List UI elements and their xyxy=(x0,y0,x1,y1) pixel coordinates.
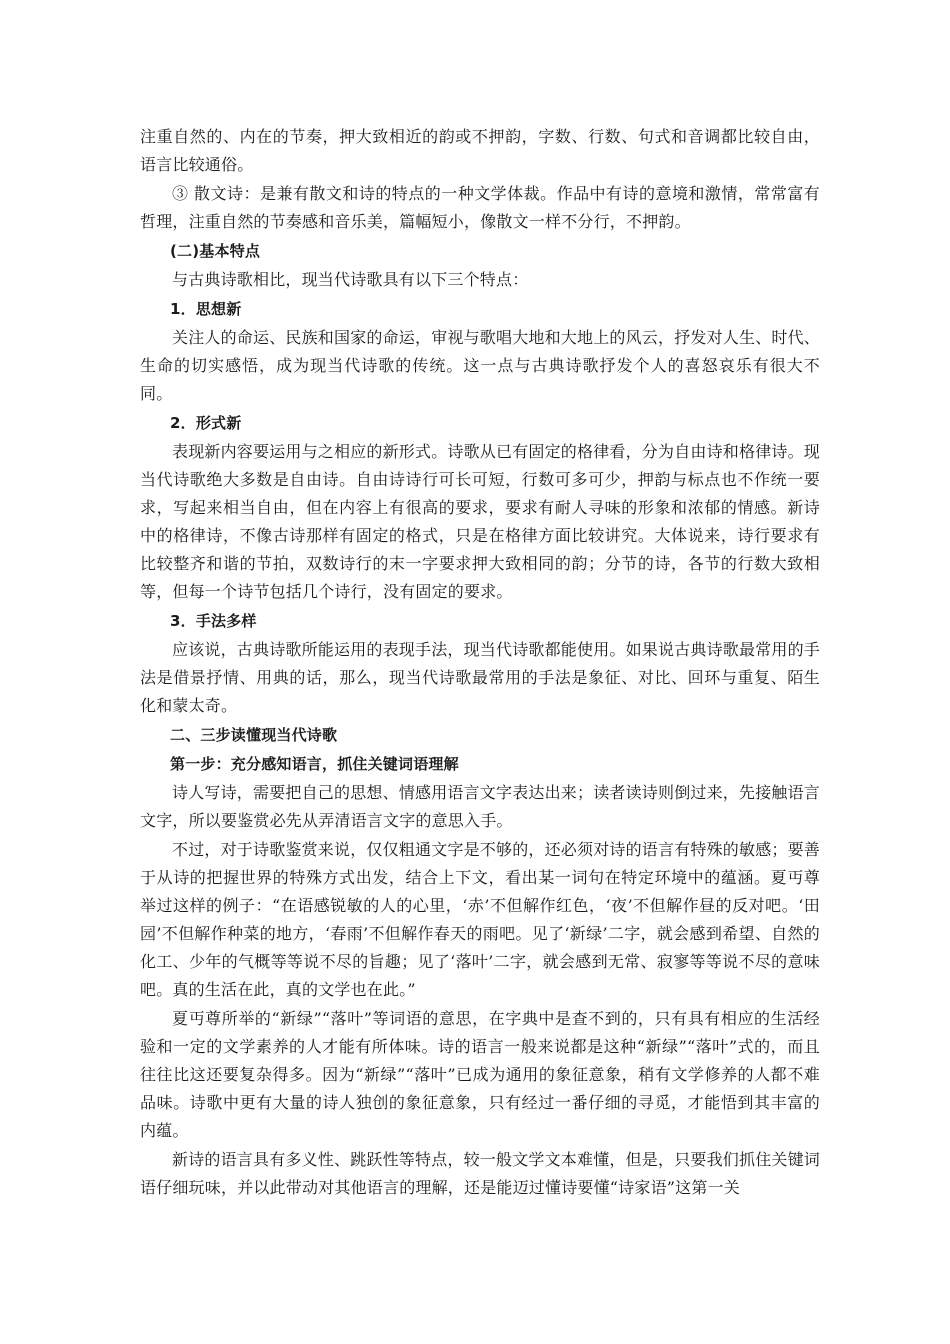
paragraph-intro-features: 与古典诗歌相比，现当代诗歌具有以下三个特点： xyxy=(172,270,529,289)
paragraph-step-one-intro: 诗人写诗，需要把自己的思想、情感用语言文字表达出来；读者读诗则倒过来，先接触语言文字，所以要鉴赏必先从弄清语言文字的意思入手。 xyxy=(140,783,821,830)
paragraph-diverse-techniques: 应该说，古典诗歌所能运用的表现手法，现当代诗歌都能使用。如果说古典诗歌最常用的手法是借景抒情、用典的话，那么，现当代诗歌最常用的手法是象征、对比、回环与重复、陌生化和蒙太奇。 xyxy=(140,640,821,715)
paragraph-continuation: 注重自然的、内在的节奏，押大致相近的韵或不押韵，字数、行数、句式和音调都比较自由，语言比较通俗。 xyxy=(140,127,820,174)
paragraph-new-poetry-language: 新诗的语言具有多义性、跳跃性等特点，较一般文学文本难懂，但是，只要我们抓住关键词语仔细玩味，并以此带动对其他语言的理解，还是能迈过懂诗要懂“诗家语”这第一关 xyxy=(140,1150,821,1197)
subheading-diverse-techniques: 3．手法多样 xyxy=(170,612,257,630)
paragraph-new-form: 表现新内容要运用与之相应的新形式。诗歌从已有固定的格律看，分为自由诗和格律诗。现当代诗歌绝大多数是自由诗。自由诗诗行可长可短，行数可多可少，押韵与标点也不作统一要求，写起来相当自由，但在内容上有很高的要求，要求有耐人寻味的形象和浓郁的情感。新诗中的格律诗，不像古诗那样有固定的格式，只是在格律方面比较讲究。大体说来，诗行要求有比较整齐和谐的节拍，双数诗行的末一字要求押大致相同的韵；分节的诗，各节的行数大致相等，但每一个诗节包括几个诗行，没有固定的要求。 xyxy=(140,442,821,601)
section-heading-three-steps: 二、三步读懂现当代诗歌 xyxy=(170,726,338,744)
paragraph-new-thought: 关注人的命运、民族和国家的命运，审视与歌唱大地和大地上的风云，抒发对人生、时代、生命的切实感悟，成为现当代诗歌的传统。这一点与古典诗歌抒发个人的喜怒哀乐有很大不同。 xyxy=(140,328,821,403)
subheading-new-thought: 1．思想新 xyxy=(170,300,242,318)
subheading-new-form: 2．形式新 xyxy=(170,414,242,432)
document-page xyxy=(140,123,820,1203)
section-heading-basic-features: (二)基本特点 xyxy=(170,242,261,260)
paragraph-prose-poem: ③ 散文诗：是兼有散文和诗的特点的一种文学体裁。作品中有诗的意境和激情，常常富有哲理，注重自然的节奏感和音乐美，篇幅短小，像散文一样不分行，不押韵。 xyxy=(140,184,820,231)
step-one-heading: 第一步：充分感知语言，抓住关键词语理解 xyxy=(170,755,459,773)
paragraph-xin-lv-luo-ye: 夏丏尊所举的“新绿”“落叶”等词语的意思，在字典中是查不到的，只有具有相应的生活经验和一定的文学素养的人才能有所体味。诗的语言一般来说都是这种“新绿”“落叶”式的，而且往往比这还要复杂得多。因为“新绿”“落叶”已成为通用的象征意象，稍有文学修养的人都不难品味。诗歌中更有大量的诗人独创的象征意象，只有经过一番仔细的寻觅，才能悟到其丰富的内蕴。 xyxy=(140,1009,820,1140)
paragraph-xia-mianzun-quote: 不过，对于诗歌鉴赏来说，仅仅粗通文字是不够的，还必须对诗的语言有特殊的敏感；要善于从诗的把握世界的特殊方式出发，结合上下文，看出某一词句在特定环境中的蕴涵。夏丏尊举过这样的例子：“在语感锐敏的人的心里，‘赤’不但解作红色，‘夜’不但解作昼的反对吧。‘田园’不但解作种菜的地方，‘春雨’不但解作春天的雨吧。见了‘新绿’二字，就会感到希望、自然的化工、少年的气概等等说不尽的旨趣；见了‘落叶’二字，就会感到无常、寂寥等等说不尽的意味吧。真的生活在此，真的文学也在此。” xyxy=(140,840,821,999)
